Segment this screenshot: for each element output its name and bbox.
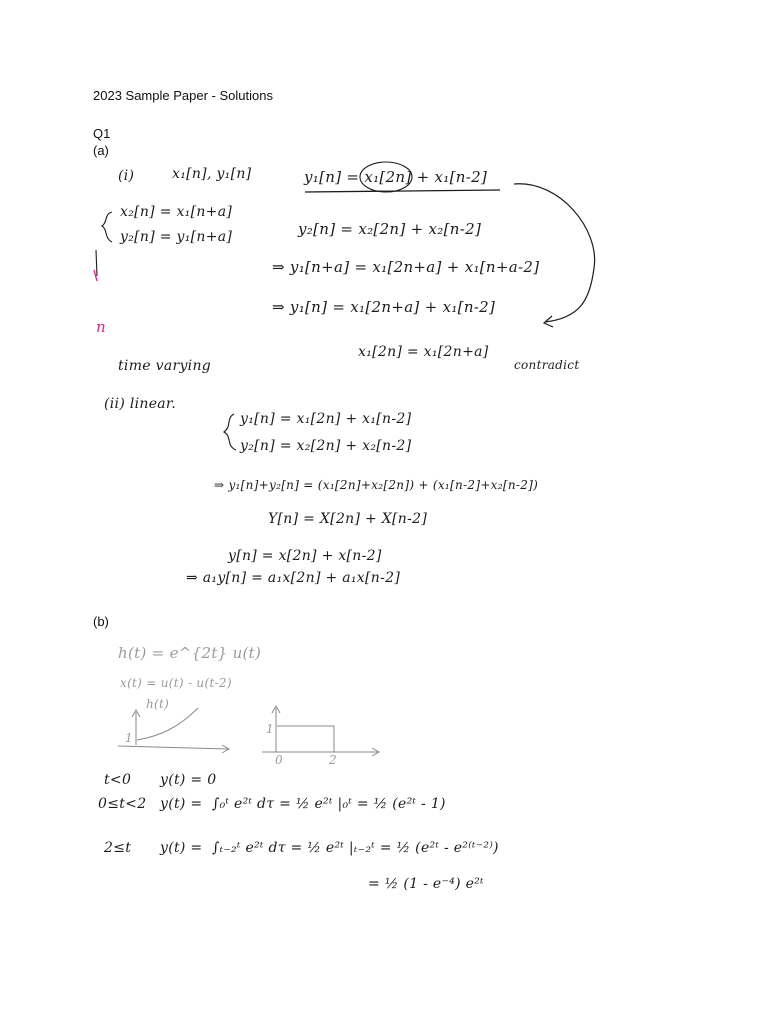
linear-eq-Y: Y[n] = X[2n] + X[n-2] (268, 511, 428, 527)
case3-condition: 2≤t (104, 840, 132, 856)
case2-condition: 0≤t<2 (98, 796, 147, 812)
brace-ii (224, 414, 236, 450)
pink-mark: n (96, 318, 106, 336)
definition-underline (305, 190, 500, 192)
case2-lhs: y(t) = (160, 796, 203, 812)
case3-result: = ½ (1 - e⁻⁴) e²ᵗ (368, 876, 484, 892)
shifted-input: x₂[n] = x₁[n+a] (120, 204, 233, 220)
linear-eq-y: y[n] = x[2n] + x[n-2] (228, 548, 382, 564)
system-definition: y₁[n] = x₁[2n] + x₁[n-2] (304, 168, 488, 186)
time-varying-conclusion: time varying (118, 358, 212, 374)
eq-y2: y₂[n] = x₂[2n] + x₂[n-2] (298, 220, 482, 238)
linear-eq-scaled: ⇒ a₁y[n] = a₁x[2n] + a₁x[n-2] (186, 570, 401, 586)
linear-eq2: y₂[n] = x₂[2n] + x₂[n-2] (240, 438, 412, 454)
question-label: Q1 (93, 126, 111, 141)
contradict-note: contradict (514, 358, 580, 372)
x-plot-tick: 1 (266, 722, 274, 736)
linear-eq1: y₁[n] = x₁[2n] + x₁[n-2] (240, 411, 412, 427)
case2-integral: ∫₀ᵗ e²ᵗ dτ = ½ e²ᵗ |₀ᵗ = ½ (e²ᵗ - 1) (212, 796, 446, 812)
case3-integral: ∫ₜ₋₂ᵗ e²ᵗ dτ = ½ e²ᵗ |ₜ₋₂ᵗ = ½ (e²ᵗ - e²⁽ᵗ⁻²⁾) (212, 840, 499, 856)
page-title: 2023 Sample Paper - Solutions (93, 88, 273, 103)
case1-condition: t<0 (104, 772, 132, 788)
case1-equation: y(t) = 0 (160, 772, 217, 788)
contradiction-eq: x₁[2n] = x₁[2n+a] (358, 344, 489, 360)
h-plot-x-axis (118, 746, 228, 749)
x-plot-two: 2 (329, 753, 337, 767)
given-signals: x₁[n], y₁[n] (172, 166, 252, 182)
down-arrow-i (96, 250, 97, 276)
part-a-i-label: (i) (118, 168, 135, 184)
circle-x1-2n (360, 162, 412, 192)
x-plot-origin: 0 (275, 753, 283, 767)
h-definition: h(t) = e^{2t} u(t) (118, 644, 262, 662)
shifted-output: y₂[n] = y₁[n+a] (120, 229, 233, 245)
eq-shift: ⇒ y₁[n+a] = x₁[2n+a] + x₁[n+a-2] (272, 258, 540, 276)
part-a-ii-label: (ii) linear. (104, 396, 177, 412)
case3-lhs: y(t) = (160, 840, 203, 856)
part-a-label: (a) (93, 143, 109, 158)
loop-arrow (514, 184, 595, 322)
h-plot-curve (137, 708, 198, 740)
x-definition: x(t) = u(t) - u(t-2) (120, 676, 232, 690)
x-plot-pulse (277, 726, 334, 752)
brace-i (102, 212, 112, 242)
h-plot-tick: 1 (125, 731, 133, 745)
linear-eq-sum: ⇒ y₁[n]+y₂[n] = (x₁[2n]+x₂[2n]) + (x₁[n-2]+x₂[n-2]) (214, 478, 539, 492)
h-plot-label: h(t) (146, 697, 170, 711)
part-b-label: (b) (93, 614, 109, 629)
eq-result: ⇒ y₁[n] = x₁[2n+a] + x₁[n-2] (272, 298, 496, 316)
